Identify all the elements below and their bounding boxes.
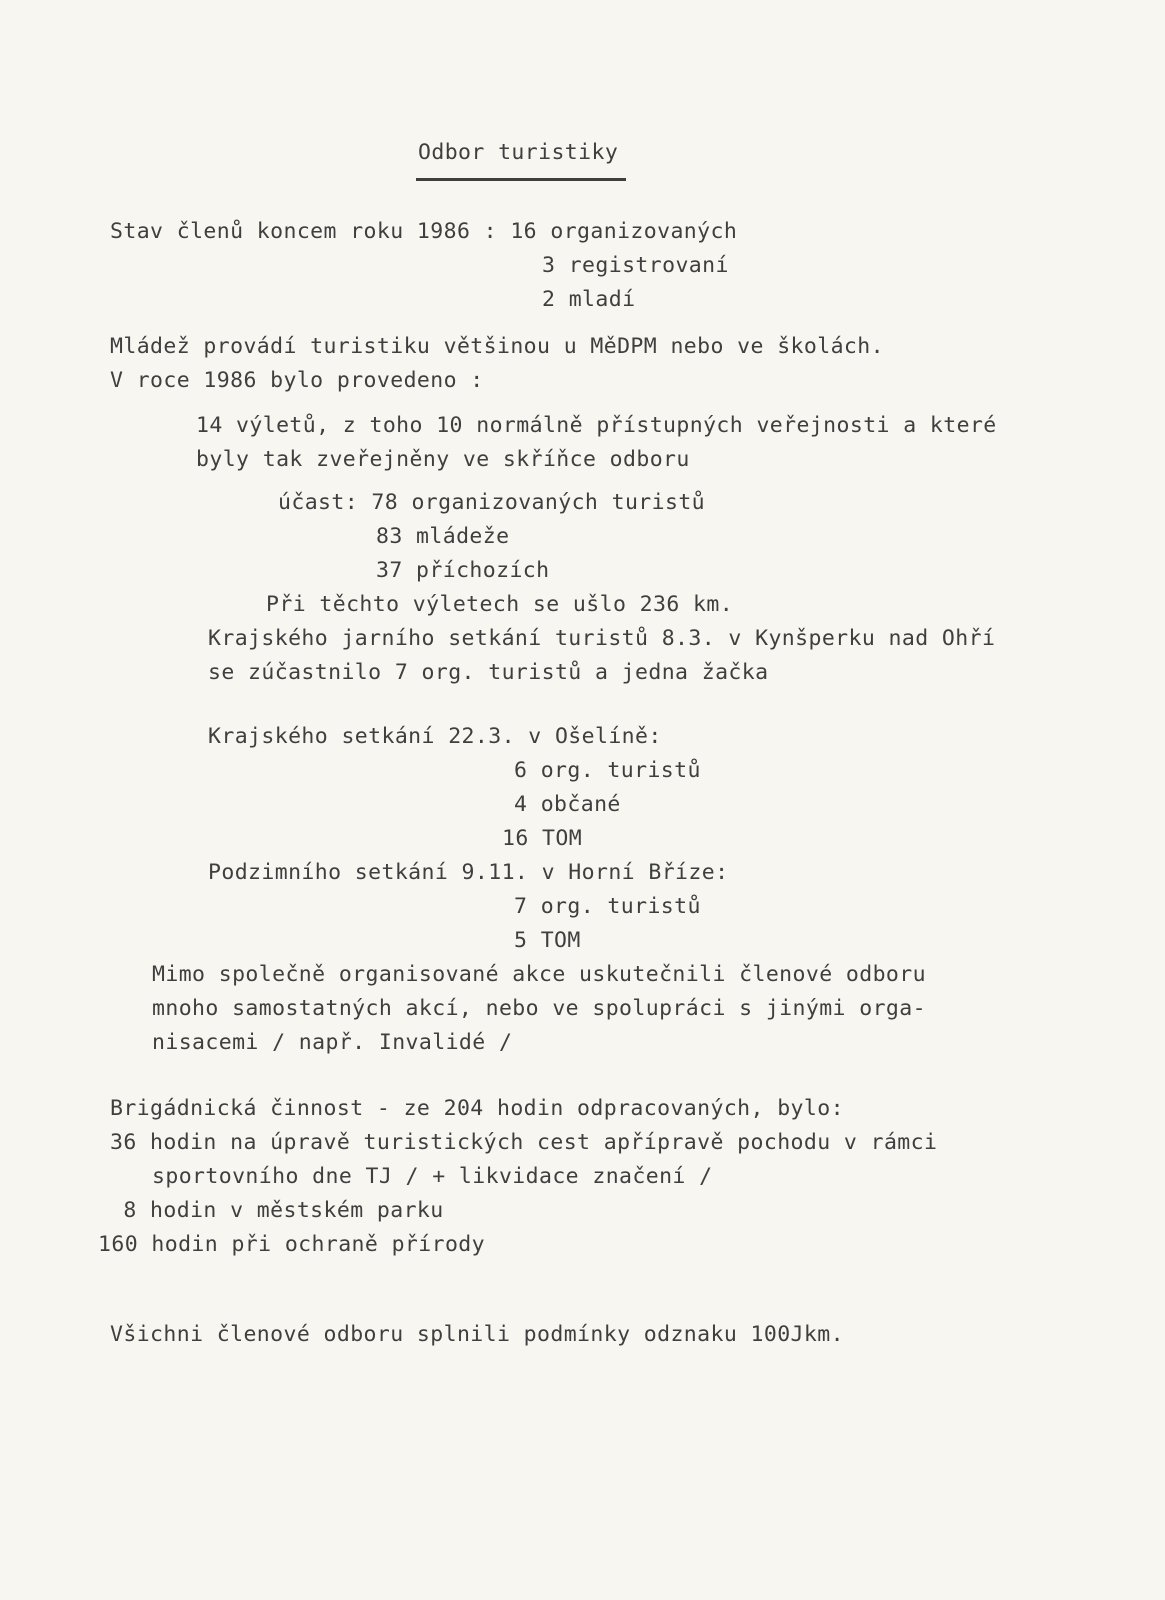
regional-tom-line: 16 TOM	[502, 826, 583, 851]
spring-meeting-line-2: se zúčastnilo 7 org. turistů a jedna žačka	[208, 660, 769, 685]
autumn-tom-line: 5 TOM	[514, 928, 581, 953]
youth-note-line: Mládež provádí turistiku většinou u MěDPM nebo ve školách.	[110, 334, 884, 359]
trips-line-2: byly tak zveřejněny ve skříňce odboru	[196, 447, 690, 472]
members-total-line: Stav členů koncem roku 1986 : 16 organizovaných	[110, 219, 738, 244]
autumn-tourists-line: 7 org. turistů	[514, 894, 701, 919]
members-registered-line: 3 registrovaní	[542, 253, 729, 278]
other-activities-line-3: nisacemi / např. Invalidé /	[152, 1030, 513, 1055]
participation-line-3: 37 příchozích	[376, 558, 550, 583]
brigade-line-1a: 36 hodin na úpravě turistických cest apřípravě pochodu v rámci	[110, 1130, 938, 1155]
title-underline	[416, 178, 626, 181]
brigade-line-1b: sportovního dne TJ / + likvidace značení /	[152, 1164, 713, 1189]
participation-line-1: účast: 78 organizovaných turistů	[278, 490, 706, 515]
members-youth-line: 2 mladí	[542, 287, 636, 312]
other-activities-line-1: Mimo společně organisované akce uskutečnili členové odboru	[152, 962, 926, 987]
regional-meeting-line: Krajského setkání 22.3. v Ošelíně:	[208, 724, 662, 749]
brigade-intro-line: Brigádnická činnost - ze 204 hodin odpracovaných, bylo:	[110, 1096, 844, 1121]
autumn-meeting-line: Podzimního setkání 9.11. v Horní Bříze:	[208, 860, 729, 885]
closing-line: Všichni členové odboru splnili podmínky odznaku 100Jkm.	[110, 1322, 844, 1347]
spring-meeting-line-1: Krajského jarního setkání turistů 8.3. v Kynšperku nad Ohří	[208, 626, 996, 651]
participation-line-2: 83 mládeže	[376, 524, 510, 549]
distance-line: Při těchto výletech se ušlo 236 km.	[266, 592, 734, 617]
document-title: Odbor turistiky	[418, 140, 619, 165]
regional-citizens-line: 4 občané	[514, 792, 621, 817]
brigade-line-2: 8 hodin v městském parku	[110, 1198, 444, 1223]
trips-line-1: 14 výletů, z toho 10 normálně přístupných veřejnosti a které	[196, 413, 997, 438]
regional-tourists-line: 6 org. turistů	[514, 758, 701, 783]
brigade-line-3: 160 hodin při ochraně přírody	[98, 1232, 485, 1257]
other-activities-line-2: mnoho samostatných akcí, nebo ve spolupráci s jinými orga-	[152, 996, 926, 1021]
year-intro-line: V roce 1986 bylo provedeno :	[110, 368, 484, 393]
